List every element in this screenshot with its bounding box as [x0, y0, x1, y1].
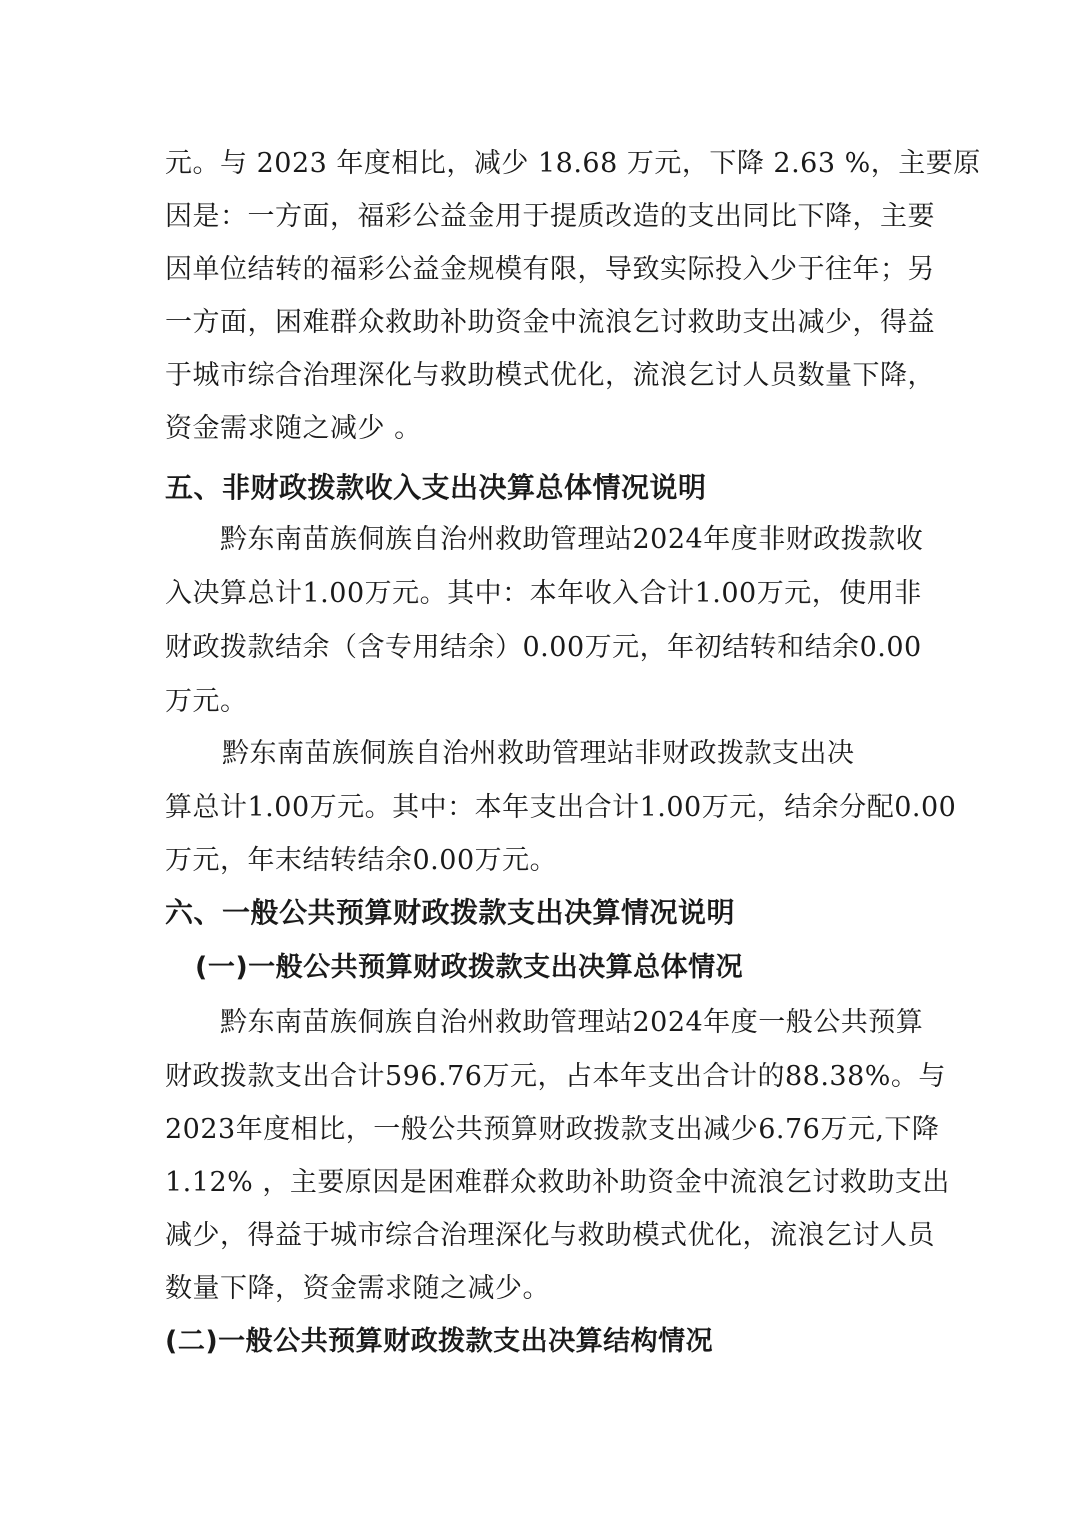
paragraph-line: 资金需求随之减少 。 — [165, 413, 422, 444]
section-heading-five: 五、非财政拨款收入支出决算总体情况说明 — [165, 471, 707, 504]
paragraph-line: 因是：一方面，福彩公益金用于提质改造的支出同比下降，主要 — [165, 201, 935, 232]
paragraph-line: 黔东南苗族侗族自治州救助管理站2024年度一般公共预算 — [220, 1007, 924, 1038]
paragraph-line: 黔东南苗族侗族自治州救助管理站2024年度非财政拨款收 — [220, 524, 924, 555]
paragraph-line: 万元。 — [165, 686, 248, 717]
section-heading-six: 六、一般公共预算财政拨款支出决算情况说明 — [165, 896, 736, 929]
paragraph-line: 减少，得益于城市综合治理深化与救助模式优化，流浪乞讨人员 — [165, 1220, 935, 1251]
paragraph-line: 数量下降，资金需求随之减少。 — [165, 1273, 550, 1304]
subsection-heading-two: (二)一般公共预算财政拨款支出决算结构情况 — [165, 1326, 714, 1357]
paragraph-line: 财政拨款结余（含专用结余）0.00万元，年初结转和结余0.00 — [165, 632, 922, 663]
paragraph-line: 入决算总计1.00万元。其中：本年收入合计1.00万元，使用非 — [165, 578, 922, 609]
subsection-heading-one: (一)一般公共预算财政拨款支出决算总体情况 — [195, 952, 744, 983]
paragraph-line: 于城市综合治理深化与救助模式优化，流浪乞讨人员数量下降， — [165, 360, 935, 391]
paragraph-line: 2023年度相比，一般公共预算财政拨款支出减少6.76万元,下降 — [165, 1114, 940, 1145]
paragraph-line: 一方面，困难群众救助补助资金中流浪乞讨救助支出减少，得益 — [165, 307, 935, 338]
paragraph-line: 黔东南苗族侗族自治州救助管理站非财政拨款支出决 — [222, 738, 855, 769]
paragraph-line: 万元，年末结转结余0.00万元。 — [165, 845, 558, 876]
paragraph-line: 元。与 2023 年度相比，减少 18.68 万元，下降 2.63 %，主要原 — [165, 148, 981, 179]
paragraph-line: 财政拨款支出合计596.76万元，占本年支出合计的88.38%。与 — [165, 1061, 946, 1092]
paragraph-line: 算总计1.00万元。其中：本年支出合计1.00万元，结余分配0.00 — [165, 792, 957, 823]
paragraph-line: 因单位结转的福彩公益金规模有限，导致实际投入少于往年；另 — [165, 254, 935, 285]
paragraph-line: 1.12% ，主要原因是困难群众救助补助资金中流浪乞讨救助支出 — [165, 1167, 950, 1198]
